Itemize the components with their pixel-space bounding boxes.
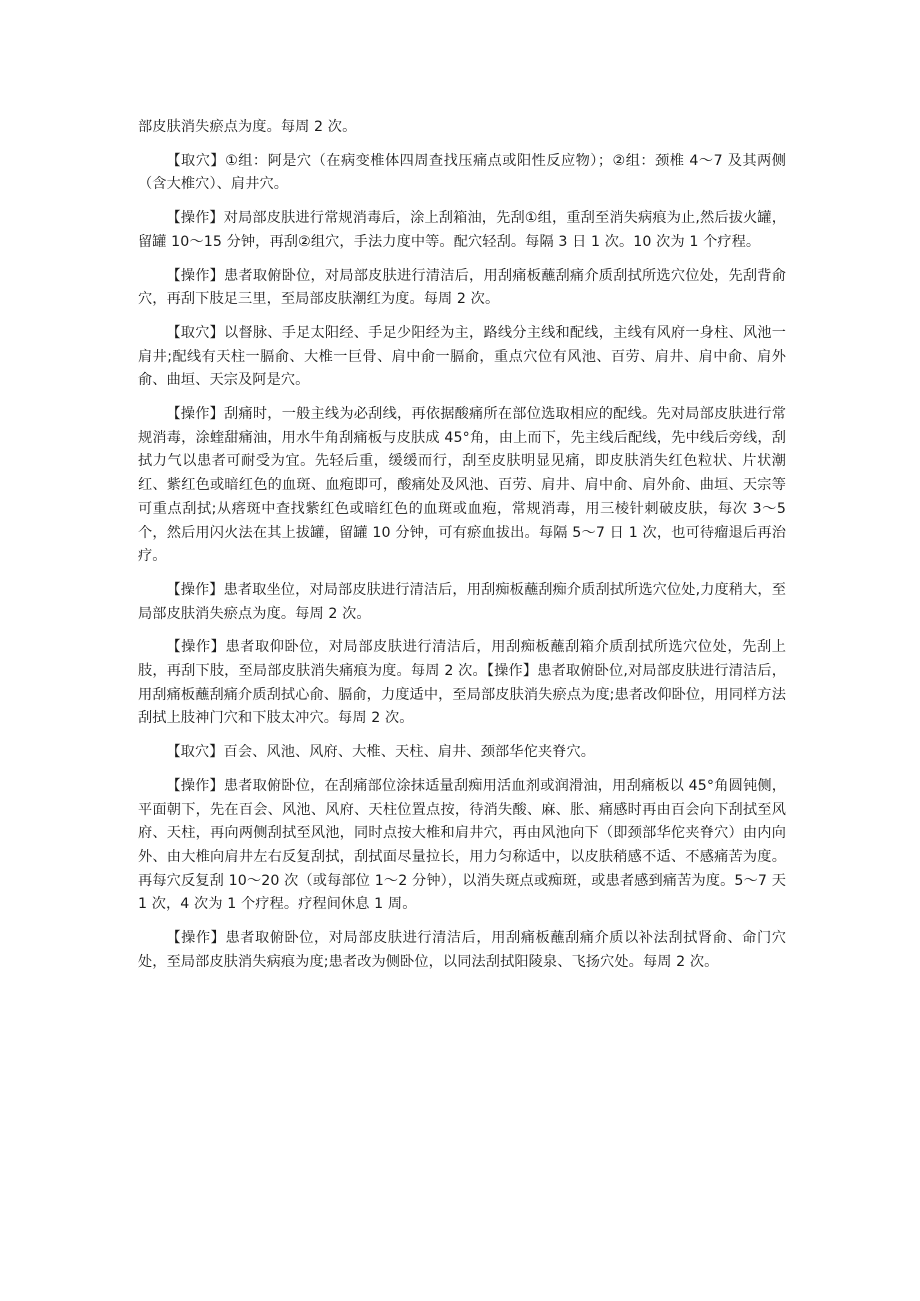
paragraph-operation-6: 【操作】患者取俯卧位，在刮痛部位涂抹适量刮痴用活血剂或润滑油，用刮痛板以 45°角圆钝侧，平面朝下，先在百会、风池、风府、天柱位置点按，待消失酸、麻、胀、痛感时再由百会向下刮拭至风府、天柱，再向两侧刮拭至风池，同时点按大椎和肩井穴，再由风池向下（即颈部华佗夹脊穴）由内向外、由大椎向肩井左右反复刮拭，刮拭面尽量拉长，用力匀称适中，以皮肤稍感不适、不感痛苦为度。再每穴反复刮 10～20 次（或每部位 1～2 分钟），以消失斑点或痴斑，或患者感到痛苦为度。5～7 天 1 次，4 次为 1 个疗程。疗程间休息 1 周。 [138, 777, 786, 913]
paragraph-operation-1: 【操作】对局部皮肤进行常规消毒后，涂上刮箱油，先刮①组，重刮至消失病痕为止,然后拔火罐，留罐 10～15 分钟，再刮②组穴，手法力度中等。配穴轻刮。每隔 3 日 1 次。10 次为 1 个疗程。 [138, 210, 786, 250]
paragraph-operation-7: 【操作】患者取俯卧位，对局部皮肤进行清洁后，用刮痛板蘸刮痛介质以补法刮拭肾俞、命门穴处，至局部皮肤消失病痕为度;患者改为侧卧位，以同法刮拭阳陵泉、飞扬穴处。每周 2 次。 [138, 930, 786, 970]
paragraph-acupoints-2: 【取穴】以督脉、手足太阳经、手足少阳经为主，路线分主线和配线，主线有风府一身柱、风池一肩井;配线有天柱一膈俞、大椎一巨骨、肩中俞一膈俞，重点穴位有风池、百劳、肩井、肩中俞、肩外俞、曲垣、天宗及阿是穴。 [138, 324, 786, 389]
paragraph-operation-2: 【操作】患者取俯卧位，对局部皮肤进行清洁后，用刮痛板蘸刮痛介质刮拭所选穴位处，先刮背俞穴，再刮下肢足三里，至局部皮肤潮红为度。每周 2 次。 [138, 267, 786, 308]
paragraph-continuation: 部皮肤消失瘀点为度。每周 2 次。 [138, 119, 357, 135]
paragraph-acupoints-3: 【取穴】百会、风池、风府、大椎、天柱、肩井、颈部华佗夹脊穴。 [166, 744, 596, 761]
paragraph-operation-4: 【操作】患者取坐位，对局部皮肤进行清洁后，用刮痴板蘸刮痴介质刮拭所选穴位处,力度稍大，至局部皮肤消失瘀点为度。每周 2 次。 [138, 581, 786, 622]
paragraph-acupoints-1: 【取穴】①组：阿是穴（在病变椎体四周查找压痛点或阳性反应物）；②组：颈椎 4～7 及其两侧（含大椎穴）、肩井穴。 [138, 152, 786, 193]
paragraph-operation-3: 【操作】刮痛时，一般主线为必刮线，再依据酸痛所在部位选取相应的配线。先对局部皮肤进行常规消毒，涂蝰甜痛油，用水牛角刮痛板与皮肤成 45°角，由上而下，先主线后配线，先中线后旁线，刮拭力气以患者可耐受为宜。先轻后重，缓缓而行，刮至皮肤明显见痛，即皮肤消失红色粒状、片状潮红、紫红色或暗红色的血斑、血疱即可，酸痛处及风池、百劳、肩井、肩中俞、肩外俞、曲垣、天宗等可重点刮拭;从瘩斑中查找紫红色或暗红色的血斑或血疱，常规消毒，用三棱针刺破皮肤，每次 3～5 个，然后用闪火法在其上拔罐，留罐 10 分钟，可有瘀血拔出。每隔 5～7 日 1 次，也可待瘤退后再治疗。 [138, 406, 786, 565]
document-body [138, 116, 786, 985]
paragraph-operation-5: 【操作】患者取仰卧位，对局部皮肤进行清洁后，用刮痴板蘸刮箱介质刮拭所选穴位处，先刮上肢，再刮下肢，至局部皮肤消失痛痕为度。每周 2 次。【操作】患者取俯卧位,对局部皮肤进行清洁后，用刮痛板蘸刮痛介质刮拭心俞、膈俞，力度适中，至局部皮肤消失瘀点为度;患者改仰卧位，用同样方法刮拭上肢神门穴和下肢太冲穴。每周 2 次。 [138, 639, 786, 727]
